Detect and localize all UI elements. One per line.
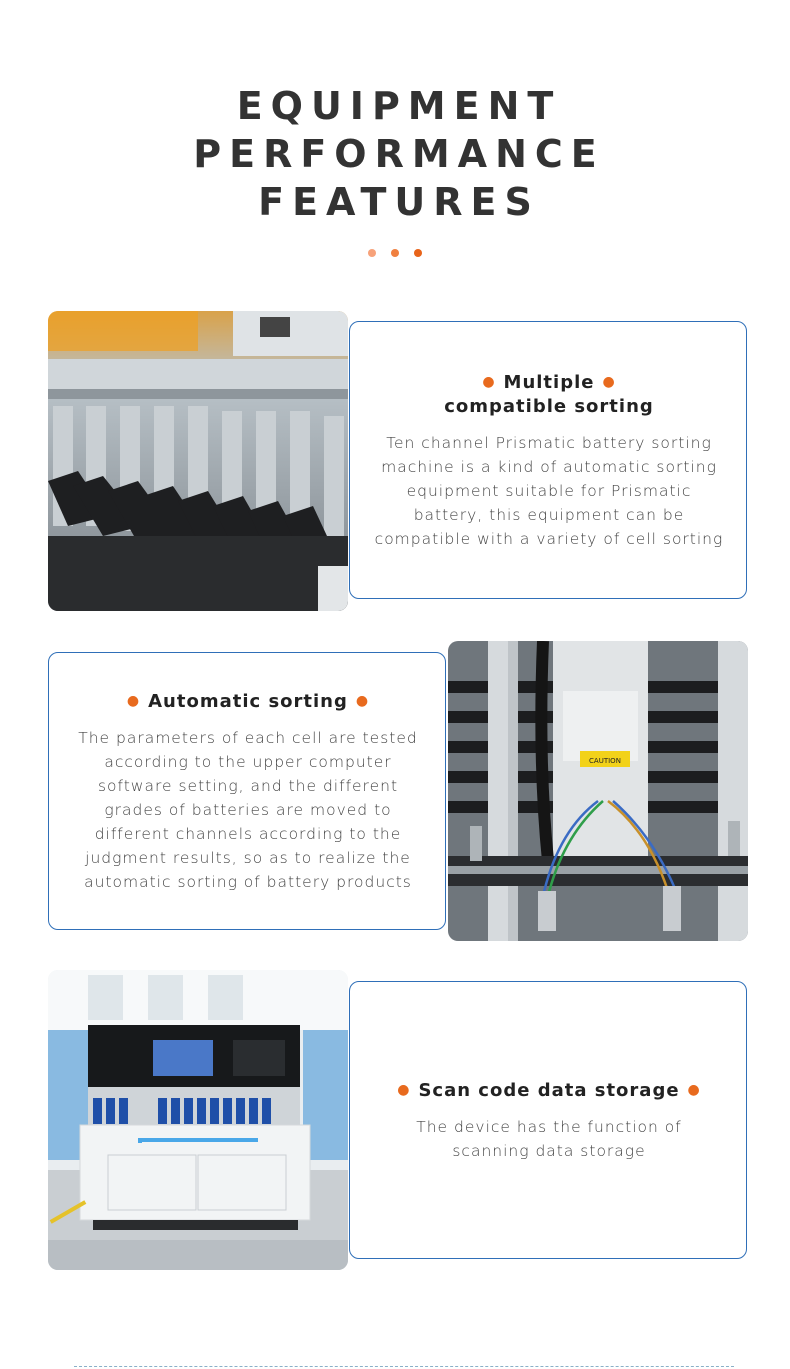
dot-2 bbox=[391, 249, 399, 257]
feature-3-heading-text: Scan code data storage bbox=[418, 1079, 680, 1101]
desc-line: scanning data storage bbox=[452, 1141, 646, 1160]
feature-2-heading-text: Automatic sorting bbox=[148, 690, 348, 712]
desc-line: according to the upper computer bbox=[104, 752, 392, 771]
desc-line: judgment results, so as to realize the bbox=[85, 848, 411, 867]
feature-2-heading bbox=[119, 689, 377, 714]
bullet-icon: ● bbox=[397, 1081, 411, 1098]
bullet-icon: ● bbox=[602, 373, 616, 390]
desc-line: machine is a kind of automatic sorting bbox=[381, 457, 717, 476]
feature-1-heading-line2: compatible sorting bbox=[444, 395, 654, 417]
feature-card-1 bbox=[349, 321, 747, 599]
feature-card-2 bbox=[48, 652, 446, 930]
title-line-3: FEATURES bbox=[258, 180, 540, 224]
page-title bbox=[0, 82, 790, 226]
feature-card-3 bbox=[349, 981, 747, 1259]
feature-3-description bbox=[416, 1115, 681, 1163]
bullet-icon: ● bbox=[687, 1081, 701, 1098]
bullet-icon: ● bbox=[126, 692, 141, 709]
feature-3-photo-machine bbox=[48, 970, 348, 1270]
desc-line: battery, this equipment can be bbox=[413, 505, 685, 524]
feature-1-heading-line1: Multiple bbox=[503, 371, 595, 393]
desc-line: grades of batteries are moved to bbox=[104, 800, 392, 819]
desc-line: automatic sorting of battery products bbox=[84, 872, 412, 891]
desc-line: compatible with a variety of cell sorting bbox=[374, 529, 724, 548]
dot-3 bbox=[414, 249, 422, 257]
bullet-icon: ● bbox=[482, 373, 496, 390]
feature-3-heading bbox=[389, 1078, 709, 1103]
desc-line: Ten channel Prismatic battery sorting bbox=[386, 433, 712, 452]
desc-line: The device has the function of bbox=[416, 1117, 682, 1136]
desc-line: software setting, and the different bbox=[97, 776, 399, 795]
feature-2-description bbox=[78, 726, 418, 894]
feature-1-description bbox=[375, 431, 724, 551]
feature-2-photo-gripper bbox=[448, 641, 748, 941]
feature-1-heading bbox=[444, 370, 654, 419]
bottom-dashed-divider bbox=[74, 1366, 734, 1367]
caution-label: CAUTION bbox=[589, 757, 621, 765]
title-decoration-dots bbox=[0, 249, 790, 257]
dot-1 bbox=[368, 249, 376, 257]
desc-line: different channels according to the bbox=[94, 824, 402, 843]
desc-line: equipment suitable for Prismatic bbox=[406, 481, 692, 500]
title-line-1: EQUIPMENT bbox=[236, 84, 562, 128]
feature-1-photo-sorting-rack bbox=[48, 311, 348, 611]
title-line-2: PERFORMANCE bbox=[193, 132, 605, 176]
bullet-icon: ● bbox=[355, 692, 370, 709]
desc-line: The parameters of each cell are tested bbox=[78, 728, 418, 747]
